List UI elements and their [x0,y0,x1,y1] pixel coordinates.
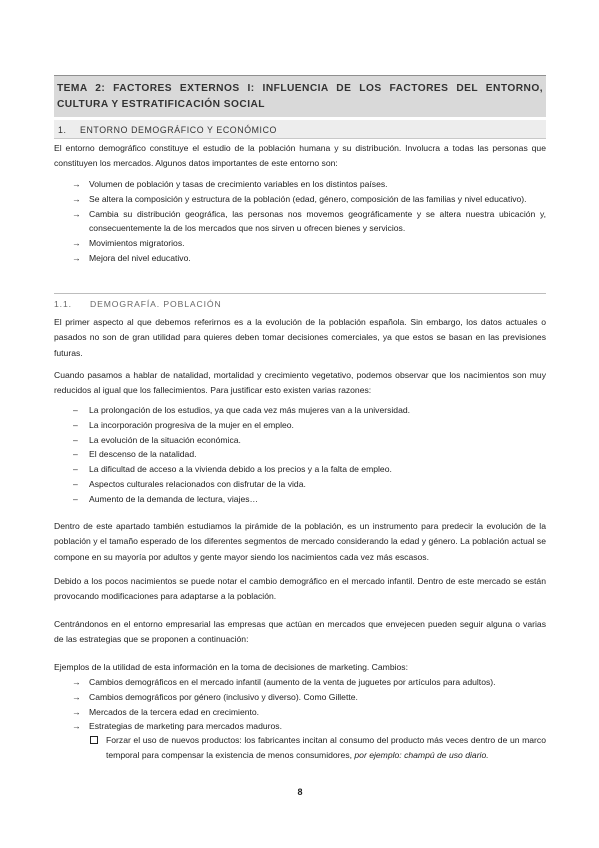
list-item: – La prolongación de los estudios, ya que cada vez más mujeres van a la universidad. [54,403,546,418]
list-item: → Cambios demográficos en el mercado infantil (aumento de la venta de juguetes por artículos para adultos). [54,675,546,690]
arrow-icon: → [72,706,81,717]
section-title: ENTORNO DEMOGRÁFICO Y ECONÓMICO [80,125,277,135]
subitem-example: por ejemplo: champú de uso diario. [354,749,489,760]
subsection-number: 1.1. [54,299,72,309]
chapter-title: TEMA 2: FACTORES EXTERNOS I: INFLUENCIA DE LOS FACTORES DEL ENTORNO, CULTURA Y ESTRATIFICACIÓN SOCIAL [57,83,543,110]
arrow-icon: → [72,677,81,687]
list-item [89,733,546,763]
dash-icon: – [73,464,78,475]
arrow-icon: → [72,193,81,204]
dash-icon: – [73,478,78,489]
list-item: → Mejora del nivel educativo. [54,251,546,266]
arrow-icon: → [72,179,81,189]
list-item: – Aumento de la demanda de lectura, viajes… [54,492,546,507]
list-item: → Volumen de población y tasas de crecimiento variables en los distintos países. [54,177,546,192]
list-item: → Mercados de la tercera edad en crecimiento. [54,705,546,720]
paragraph: Debido a los pocos nacimientos se puede notar el cambio demográfico en el mercado infantil. Dentro de este mercado se están provocando modificaciones para adaptarse a la población. [54,576,546,602]
list-item: → Cambios demográficos por género (inclusivo y diverso). Como Gillette. [54,690,546,705]
arrow-icon: → [72,691,81,702]
dash-icon: – [73,449,78,460]
dash-icon: – [73,405,78,415]
arrow-icon: → [72,721,81,732]
section-intro: El entorno demográfico constituye el estudio de la población humana y su distribución. Involucra a todas las personas que constituyen los mercados. Algunos datos importantes de este entorno son: [54,143,546,169]
list-item: – La dificultad de acceso a la vivienda debido a los precios y a la falta de empleo. [54,462,546,477]
dash-icon: – [73,419,78,430]
reasons-list [54,403,546,507]
subitem-text: Forzar el uso de nuevos productos: los fabricantes incitan al consumo del producto más veces dentro de un marco temporal para compensar la existencia de menos consumidores, [106,735,546,760]
list-item: → Se altera la composición y estructura de la población (edad, género, composición de las familias y nivel educativo). [54,192,546,207]
list-item: – El descenso de la natalidad. [54,447,546,462]
paragraph: El primer aspecto al que debemos referirnos es a la evolución de la población española. Sin embargo, los datos actuales o pasados no son de gran utilidad para quieres deben tomar decisiones comerciales, ya que estos se basan en las previsiones futuras. [54,317,546,358]
list-item: – Aspectos culturales relacionados con disfrutar de la vida. [54,477,546,492]
arrow-icon: → [72,238,81,249]
list-item: – La evolución de la situación económica. [54,433,546,448]
subsection-heading [54,293,546,311]
paragraph: Ejemplos de la utilidad de esta información en la toma de decisiones de marketing. Cambios: [54,662,408,672]
list-item: – La incorporación progresiva de la mujer en el empleo. [54,418,546,433]
subsection-title: DEMOGRAFÍA. POBLACIÓN [90,299,222,309]
arrow-icon: → [72,208,81,219]
section-number: 1. [58,125,67,135]
section-heading [54,120,546,139]
section-bullet-list [54,177,546,266]
paragraph: Dentro de este apartado también estudiamos la pirámide de la población, es un instrumento para predecir la evolución de la población y el tamaño esperado de los diferentes segmentos de mercado considerando la edad y género. La población actual se compone en su mayoría por adultos y gente mayor siendo los nacimientos cada vez más escasos. [54,521,546,562]
paragraph: Centrándonos en el entorno empresarial las empresas que actúan en mercados que envejecen pueden seguir alguna o varias de las estrategias que se proponen a continuación: [54,619,546,645]
sub-list [89,733,546,763]
list-item: → Cambia su distribución geográfica, las personas nos movemos geográficamente y se altera nuestra ubicación y, consecuentemente la de los mercados que nos sirven u ofrecen bienes y servicios. [72,208,546,234]
list-item: → Estrategias de marketing para mercados maduros. [54,719,546,734]
dash-icon: – [73,434,78,445]
list-item: → Movimientos migratorios. [54,236,546,251]
dash-icon: – [73,493,78,504]
changes-list [54,675,546,734]
paragraph: Cuando pasamos a hablar de natalidad, mortalidad y crecimiento vegetativo, podemos observar que los nacimientos son muy reducidos al igual que los fallecimientos. Para justificar esto existen varias razones: [54,370,546,396]
page-number: 8 [297,787,303,797]
checkbox-square-icon [90,736,98,744]
chapter-title-box [54,75,546,117]
arrow-icon: → [72,252,81,263]
